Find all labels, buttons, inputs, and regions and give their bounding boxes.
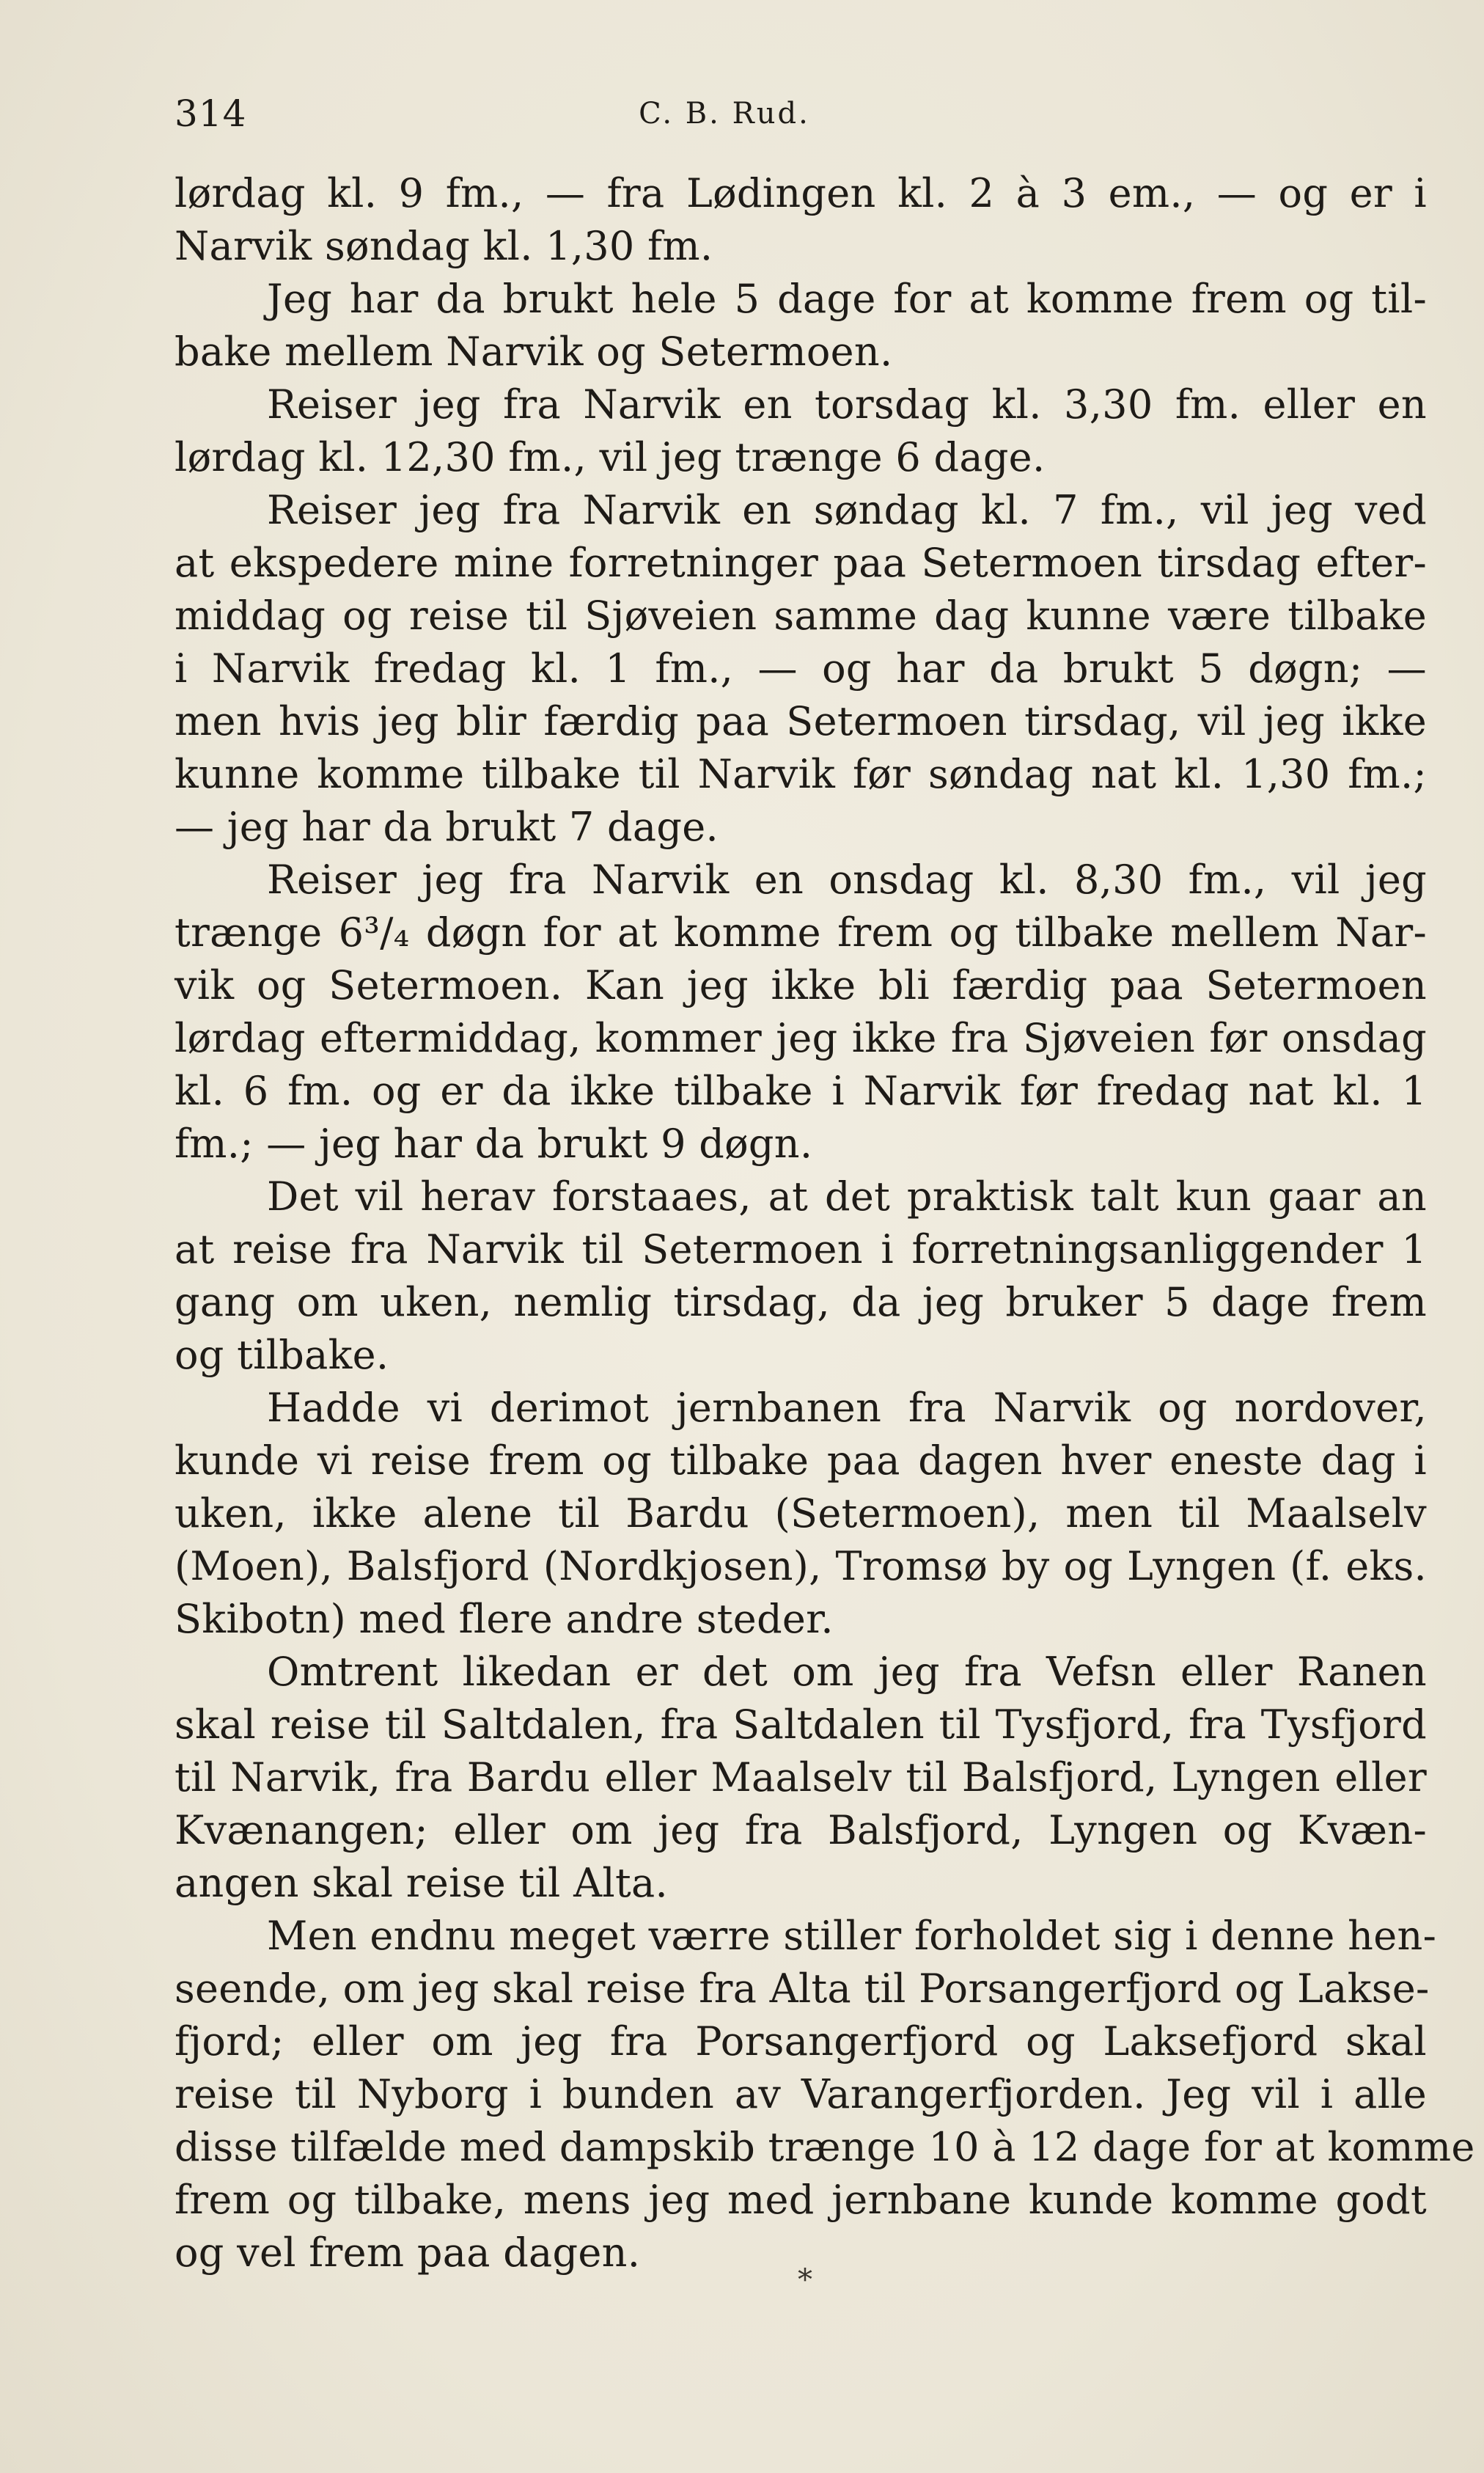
text-line: seende, om jeg skal reise fra Alta til Porsangerfjord og Lakse- — [175, 1965, 1430, 2012]
text-line: middag og reise til Sjøveien samme dag kunne være tilbake — [175, 593, 1427, 639]
text-line: (Moen), Balsfjord (Nordkjosen), Tromsø by og Lyngen (f. eks. — [175, 1543, 1427, 1589]
text-line: lørdag kl. 9 fm., — fra Lødingen kl. 2 à 3 em., — og er i — [175, 170, 1427, 216]
text-line: Reiser jeg fra Narvik en torsdag kl. 3,30 fm. eller en — [267, 381, 1427, 428]
text-line: at reise fra Narvik til Setermoen i forretningsanliggender 1 — [175, 1226, 1427, 1272]
text-line: lørdag kl. 12,30 fm., vil jeg trænge 6 dage. — [175, 434, 1046, 480]
text-line: reise til Nyborg i bunden av Varangerfjorden. Jeg vil i alle — [175, 2071, 1427, 2117]
text-line: Det vil herav forstaaes, at det praktisk talt kun gaar an — [267, 1173, 1427, 1220]
text-line: men hvis jeg blir færdig paa Setermoen tirsdag, vil jeg ikke — [175, 698, 1427, 744]
body-text — [175, 167, 1475, 2279]
running-head: C. B. Rud. — [639, 97, 810, 131]
text-line: fm.; — jeg har da brukt 9 døgn. — [175, 1121, 813, 1167]
page-number: 314 — [175, 92, 247, 135]
text-line: Narvik søndag kl. 1,30 fm. — [175, 223, 713, 269]
text-line: — jeg har da brukt 7 dage. — [175, 804, 719, 850]
text-line: Jeg har da brukt hele 5 dage for at komme frem og til- — [267, 276, 1427, 322]
text-line: bake mellem Narvik og Setermoen. — [175, 329, 893, 375]
text-line: kunde vi reise frem og tilbake paa dagen hver eneste dag i — [175, 1437, 1427, 1484]
text-line: Reiser jeg fra Narvik en onsdag kl. 8,30 fm., vil jeg — [267, 857, 1427, 903]
text-line: i Narvik fredag kl. 1 fm., — og har da brukt 5 døgn; — — [175, 645, 1427, 692]
text-line: Kvænangen; eller om jeg fra Balsfjord, Lyngen og Kvæn- — [175, 1807, 1427, 1853]
text-line: til Narvik, fra Bardu eller Maalselv til Balsfjord, Lyngen eller — [175, 1754, 1427, 1800]
page-header — [175, 87, 1427, 145]
text-line: angen skal reise til Alta. — [175, 1860, 668, 1906]
text-line: Men endnu meget værre stiller forholdet sig i denne hen- — [267, 1913, 1437, 1959]
text-line: uken, ikke alene til Bardu (Setermoen), men til Maalselv — [175, 1490, 1427, 1536]
text-line: gang om uken, nemlig tirsdag, da jeg bruker 5 dage frem — [175, 1279, 1427, 1325]
text-line: Skibotn) med flere andre steder. — [175, 1596, 834, 1642]
text-line: at ekspedere mine forretninger paa Setermoen tirsdag efter- — [175, 540, 1427, 586]
text-line: kunne komme tilbake til Narvik før søndag nat kl. 1,30 fm.; — [175, 751, 1427, 797]
text-line: lørdag eftermiddag, kommer jeg ikke fra Sjøveien før onsdag — [175, 1015, 1427, 1061]
text-line: Reiser jeg fra Narvik en søndag kl. 7 fm., vil jeg ved — [267, 487, 1427, 533]
text-line: og vel frem paa dagen. — [175, 2230, 641, 2276]
text-line: og tilbake. — [175, 1332, 389, 1378]
text-line: Hadde vi derimot jernbanen fra Narvik og nordover, — [267, 1385, 1427, 1431]
text-line: fjord; eller om jeg fra Porsangerfjord og Laksefjord skal — [175, 2018, 1427, 2065]
text-line: kl. 6 fm. og er da ikke tilbake i Narvik før fredag nat kl. 1 — [175, 1068, 1427, 1114]
text-line: trænge 6³/₄ døgn for at komme frem og tilbake mellem Nar- — [175, 909, 1427, 956]
text-line: skal reise til Saltdalen, fra Saltdalen til Tysfjord, fra Tysfjord — [175, 1701, 1427, 1748]
section-mark: * — [798, 2263, 812, 2297]
text-line: frem og tilbake, mens jeg med jernbane kunde komme godt — [175, 2177, 1427, 2223]
text-line: vik og Setermoen. Kan jeg ikke bli færdig paa Setermoen — [175, 962, 1427, 1008]
text-line: Omtrent likedan er det om jeg fra Vefsn eller Ranen — [267, 1649, 1427, 1695]
text-line: disse tilfælde med dampskib trænge 10 à 12 dage for at komme — [175, 2124, 1475, 2170]
